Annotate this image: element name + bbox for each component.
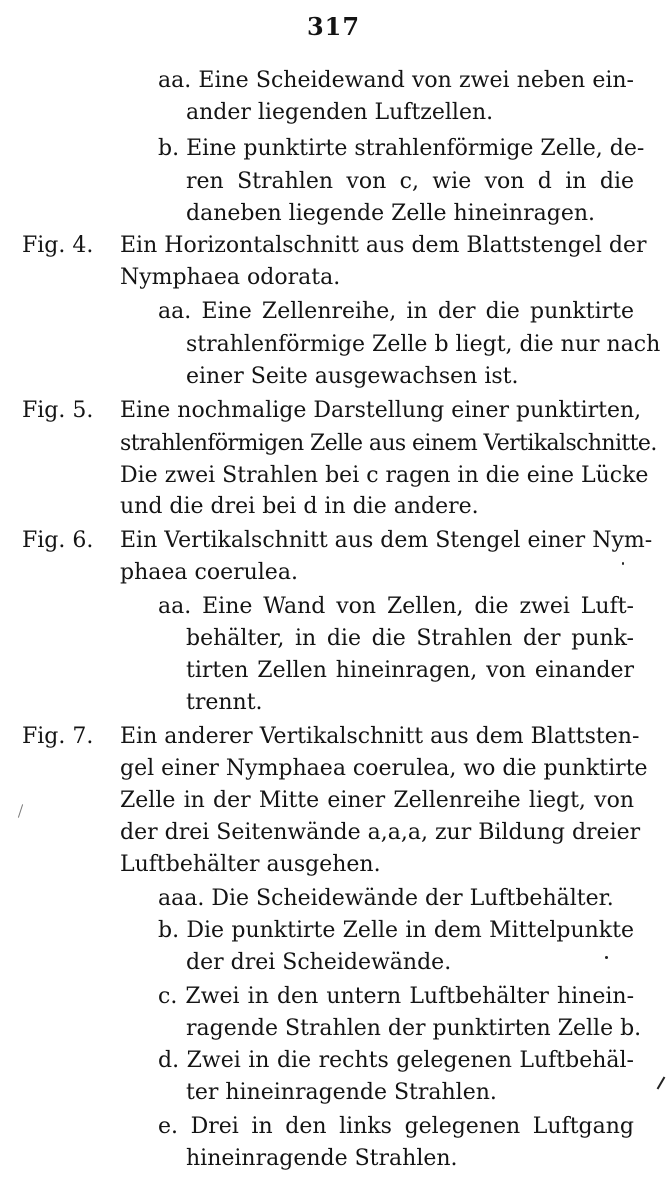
item-aa-line-1	[158, 297, 634, 327]
figure-5-line-3: Die zwei Strahlen bei c ragen in die eine Lücke	[120, 463, 649, 488]
item-label: d.	[158, 1048, 180, 1073]
item-aa-line-3: tirten Zellen hineinragen, von einander	[186, 658, 634, 683]
item-label: aaa.	[158, 886, 205, 911]
figure-label-4: Fig. 4.	[22, 233, 94, 258]
item-label: c.	[158, 984, 178, 1009]
figure-6-line-2: phaea coerulea.	[120, 560, 298, 585]
item-e-line-2: hineinragende Strahlen.	[186, 1146, 458, 1171]
item-text: Eine Wand von Zellen, die zwei Luft-	[202, 594, 634, 619]
figure-4-line-2: Nymphaea odorata.	[120, 265, 341, 290]
item-aa-line-1	[158, 592, 634, 622]
margin-mark	[657, 1076, 666, 1089]
item-label: aa.	[158, 299, 192, 324]
item-text: Zwei in die rechts gelegenen Luftbehäl-	[186, 1048, 634, 1073]
item-text: Eine Zellenreihe, in der die punktirte	[201, 299, 634, 324]
figure-7-line-4: der drei Seitenwände a,a,a, zur Bildung dreier	[120, 820, 641, 845]
item-b-line-1	[158, 134, 645, 164]
item-text: Zwei in den untern Luftbehälter hinein-	[185, 984, 634, 1009]
ink-speck	[622, 562, 624, 565]
item-b-line-2: der drei Scheidewände.	[186, 950, 452, 975]
item-aa-line-1	[158, 66, 634, 96]
figure-5-line-4: und die drei bei d in die andere.	[120, 494, 479, 519]
item-text: Die punktirte Zelle in dem Mittelpunkte	[186, 918, 634, 943]
item-b-line-2: ren Strahlen von c, wie von d in die	[186, 169, 634, 194]
item-text: Die Scheidewände der Luftbehälter.	[211, 886, 614, 911]
ink-speck	[605, 956, 608, 959]
item-b-line-1	[158, 916, 634, 946]
item-aa-line-2: strahlenförmige Zelle b liegt, die nur nach	[186, 332, 661, 357]
item-aa-line-2: ander liegenden Luftzellen.	[186, 100, 494, 125]
figure-7-line-2: gel einer Nymphaea coerulea, wo die punktirte	[120, 756, 648, 781]
item-c-line-1	[158, 982, 634, 1012]
figure-6-line-1: Ein Vertikalschnitt aus dem Stengel einer Nym-	[120, 528, 653, 553]
item-d-line-2: ter hineinragende Strahlen.	[186, 1080, 497, 1105]
item-aaa-line-1	[158, 884, 614, 914]
item-text: Drei in den links gelegenen Luftgang	[190, 1114, 634, 1139]
item-aa-line-2: behälter, in die die Strahlen der punk-	[186, 626, 634, 651]
item-c-line-2: ragende Strahlen der punktirten Zelle b.	[186, 1016, 642, 1041]
item-label: b.	[158, 918, 180, 943]
item-label: e.	[158, 1114, 179, 1139]
item-aa-line-3: einer Seite ausgewachsen ist.	[186, 364, 519, 389]
figure-7-line-3: Zelle in der Mitte einer Zellenreihe liegt, von	[120, 788, 634, 813]
item-text: Eine punktirte strahlenförmige Zelle, de-	[186, 136, 645, 161]
item-label: aa.	[158, 594, 192, 619]
figure-5-line-1: Eine nochmalige Darstellung einer punktirten,	[120, 398, 642, 423]
margin-mark	[18, 804, 23, 818]
item-label: b.	[158, 136, 180, 161]
item-d-line-1	[158, 1046, 634, 1076]
figure-7-line-5: Luftbehälter ausgehen.	[120, 852, 381, 877]
figure-label-7: Fig. 7.	[22, 724, 94, 749]
item-label: aa.	[158, 68, 192, 93]
item-e-line-1	[158, 1112, 634, 1142]
page-number: 317	[306, 12, 361, 41]
figure-4-line-1: Ein Horizontalschnitt aus dem Blattstengel der	[120, 233, 647, 258]
figure-label-6: Fig. 6.	[22, 528, 94, 553]
item-text: Eine Scheidewand von zwei neben ein-	[198, 68, 634, 93]
item-b-line-3: daneben liegende Zelle hineinragen.	[186, 201, 595, 226]
figure-5-line-2: strahlenförmigen Zelle aus einem Vertikalschnitte.	[120, 431, 657, 456]
item-aa-line-4: trennt.	[186, 690, 263, 715]
figure-label-5: Fig. 5.	[22, 398, 94, 423]
figure-7-line-1: Ein anderer Vertikalschnitt aus dem Blattsten-	[120, 724, 640, 749]
